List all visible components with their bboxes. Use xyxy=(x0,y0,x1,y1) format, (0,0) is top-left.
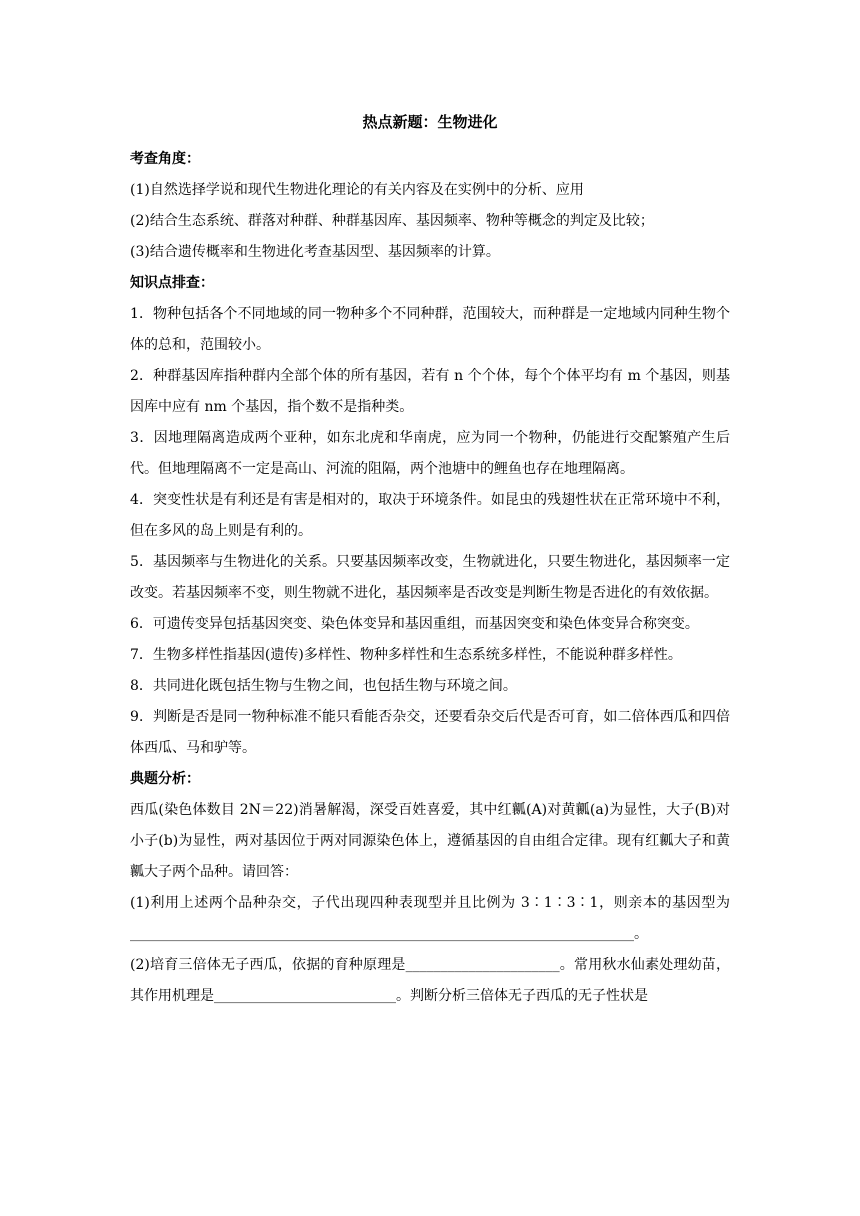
analysis-intro: 西瓜(染色体数目 2N＝22)消暑解渴，深受百姓喜爱，其中红瓤(A)对黄瓤(a)为显性，大子(B)对小子(b)为显性，两对基因位于两对同源染色体上，遵循基因的自由组合定律。现有红瓤大子和黄瓤大子两个品种。请回答： xyxy=(130,802,730,880)
knowledge-item-2: 2．种群基因库指种群内全部个体的所有基因，若有 n 个个体，每个个体平均有 m 个基因，则基因库中应有 nm 个基因，指个数不是指种类。 xyxy=(130,368,730,415)
section-analysis xyxy=(130,764,730,1012)
knowledge-item-5: 5．基因频率与生物进化的关系。只要基因频率改变，生物就进化，只要生物进化，基因频率一定改变。若基因频率不变，则生物就不进化，基因频率是否改变是判断生物是否进化的有效依据。 xyxy=(130,554,730,601)
angle-item-1: (1)自然选择学说和现代生物进化理论的有关内容及在实例中的分析、应用 xyxy=(130,182,584,198)
angle-item-2: (2)结合生态系统、群落对种群、种群基因库、基因频率、物种等概念的判定及比较； xyxy=(130,213,654,229)
angle-item-3: (3)结合遗传概率和生物进化考查基因型、基因频率的计算。 xyxy=(130,244,500,260)
document-page xyxy=(130,110,730,1012)
knowledge-item-6: 6．可遗传变异包括基因突变、染色体变异和基因重组，而基因突变和染色体变异合称突变。 xyxy=(130,616,699,632)
knowledge-item-1: 1．物种包括各个不同地域的同一物种多个不同种群，范围较大，而种群是一定地域内同种生物个体的总和，范围较小。 xyxy=(130,306,730,353)
section-heading-analysis: 典题分析： xyxy=(130,771,200,787)
section-angle xyxy=(130,144,730,268)
knowledge-item-4: 4．突变性状是有利还是有害是相对的，取决于环境条件。如昆虫的残翅性状在正常环境中不利，但在多风的岛上则是有利的。 xyxy=(130,492,730,539)
section-knowledge xyxy=(130,268,730,764)
knowledge-item-9: 9．判断是否是同一物种标准不能只看能否杂交，还要看杂交后代是否可育，如二倍体西瓜和四倍体西瓜、马和驴等。 xyxy=(130,709,730,756)
section-heading-knowledge: 知识点排查： xyxy=(130,275,214,291)
analysis-question-2: (2)培育三倍体无子西瓜，依据的育种原理是______________________。常用秋水仙素处理幼苗，其作用机理是__________________________。判断分析三倍体无子西瓜的无子性状是 xyxy=(130,957,730,1004)
knowledge-item-7: 7．生物多样性指基因(遗传)多样性、物种多样性和生态系统多样性，不能说种群多样性。 xyxy=(130,647,682,663)
page-title: 热点新题：生物进化 xyxy=(362,113,498,131)
analysis-question-1: (1)利用上述两个品种杂交，子代出现四种表现型并且比例为 3∶1∶3∶1，则亲本的基因型为________________________________________________________________________。 xyxy=(130,895,730,942)
section-heading-angle: 考查角度： xyxy=(130,151,200,167)
knowledge-item-3: 3．因地理隔离造成两个亚种，如东北虎和华南虎，应为同一个物种，仍能进行交配繁殖产生后代。但地理隔离不一定是高山、河流的阻隔，两个池塘中的鲤鱼也存在地理隔离。 xyxy=(130,430,730,477)
knowledge-item-8: 8．共同进化既包括生物与生物之间，也包括生物与环境之间。 xyxy=(130,678,517,694)
